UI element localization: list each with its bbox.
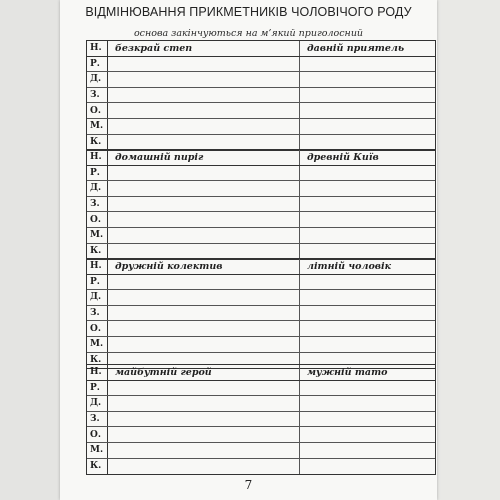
table-row xyxy=(87,365,435,381)
case-label: Н. xyxy=(87,150,108,165)
case-label: Д. xyxy=(87,72,108,87)
column-divider xyxy=(299,41,300,56)
case-label: М. xyxy=(87,443,108,458)
column-divider xyxy=(299,88,300,103)
table-row[interactable] xyxy=(87,119,435,135)
phrase-right: давній приятель xyxy=(307,42,405,54)
case-label: Р. xyxy=(87,275,108,290)
declension-table-2 xyxy=(86,149,436,260)
table-row[interactable] xyxy=(87,412,435,428)
table-row[interactable] xyxy=(87,306,435,322)
table-row[interactable] xyxy=(87,103,435,119)
column-divider xyxy=(299,459,300,475)
page-number: 7 xyxy=(244,478,253,492)
table-row[interactable] xyxy=(87,427,435,443)
declension-table-3 xyxy=(86,258,436,369)
case-label: О. xyxy=(87,103,108,118)
table-row xyxy=(87,150,435,166)
case-label: З. xyxy=(87,88,108,103)
column-divider xyxy=(299,57,300,72)
case-label: Р. xyxy=(87,166,108,181)
table-row[interactable] xyxy=(87,443,435,459)
table-row[interactable] xyxy=(87,57,435,73)
column-divider xyxy=(299,212,300,227)
case-label: К. xyxy=(87,135,108,151)
column-divider xyxy=(299,135,300,151)
case-label: К. xyxy=(87,353,108,369)
case-label: М. xyxy=(87,228,108,243)
case-label: З. xyxy=(87,306,108,321)
table-row xyxy=(87,41,435,57)
column-divider xyxy=(299,306,300,321)
column-divider xyxy=(299,321,300,336)
case-label: Н. xyxy=(87,41,108,56)
case-label: Д. xyxy=(87,290,108,305)
case-label: Д. xyxy=(87,181,108,196)
case-label: О. xyxy=(87,427,108,442)
case-label: М. xyxy=(87,119,108,134)
phrase-right: літній чоловік xyxy=(307,260,392,272)
column-divider xyxy=(299,365,300,380)
column-divider xyxy=(299,244,300,260)
case-label: К. xyxy=(87,244,108,260)
column-divider xyxy=(299,72,300,87)
case-label: О. xyxy=(87,212,108,227)
workbook-page xyxy=(60,0,437,500)
declension-table-1 xyxy=(86,40,436,151)
column-divider xyxy=(299,396,300,411)
phrase-left: безкрай степ xyxy=(115,42,193,54)
page-subtitle: основа закінчуються на м’який приголосний xyxy=(133,28,364,39)
table-row[interactable] xyxy=(87,135,435,151)
column-divider xyxy=(299,443,300,458)
column-divider xyxy=(299,259,300,274)
case-label: Н. xyxy=(87,259,108,274)
table-row[interactable] xyxy=(87,244,435,260)
phrase-right: мужній тато xyxy=(307,366,388,378)
column-divider xyxy=(299,166,300,181)
column-divider xyxy=(299,119,300,134)
column-divider xyxy=(299,412,300,427)
column-divider xyxy=(299,427,300,442)
table-row[interactable] xyxy=(87,381,435,397)
case-label: Р. xyxy=(87,57,108,72)
phrase-left: майбутній герой xyxy=(115,366,212,378)
declension-table-4 xyxy=(86,364,436,475)
table-row[interactable] xyxy=(87,181,435,197)
table-row[interactable] xyxy=(87,166,435,182)
column-divider xyxy=(299,181,300,196)
column-divider xyxy=(299,275,300,290)
phrase-right: древній Київ xyxy=(307,151,379,163)
table-row[interactable] xyxy=(87,88,435,104)
case-label: Д. xyxy=(87,396,108,411)
case-label: Н. xyxy=(87,365,108,380)
column-divider xyxy=(299,197,300,212)
column-divider xyxy=(299,290,300,305)
table-row[interactable] xyxy=(87,197,435,213)
table-row[interactable] xyxy=(87,212,435,228)
table-row[interactable] xyxy=(87,337,435,353)
column-divider xyxy=(299,228,300,243)
table-row[interactable] xyxy=(87,396,435,412)
column-divider xyxy=(299,381,300,396)
table-row[interactable] xyxy=(87,275,435,291)
facing-page-edge xyxy=(437,0,500,500)
column-divider xyxy=(299,337,300,352)
table-row[interactable] xyxy=(87,459,435,475)
case-label: М. xyxy=(87,337,108,352)
table-row[interactable] xyxy=(87,72,435,88)
case-label: К. xyxy=(87,459,108,475)
phrase-left: дружній колектив xyxy=(115,260,223,272)
table-row[interactable] xyxy=(87,228,435,244)
table-row xyxy=(87,259,435,275)
case-label: З. xyxy=(87,412,108,427)
case-label: З. xyxy=(87,197,108,212)
table-row[interactable] xyxy=(87,321,435,337)
case-label: Р. xyxy=(87,381,108,396)
phrase-left: домашній пиріг xyxy=(115,151,204,163)
column-divider xyxy=(299,103,300,118)
table-row[interactable] xyxy=(87,290,435,306)
page-title: ВІДМІНЮВАННЯ ПРИКМЕТНИКІВ ЧОЛОВІЧОГО РОДУ xyxy=(85,5,412,19)
column-divider xyxy=(299,150,300,165)
case-label: О. xyxy=(87,321,108,336)
